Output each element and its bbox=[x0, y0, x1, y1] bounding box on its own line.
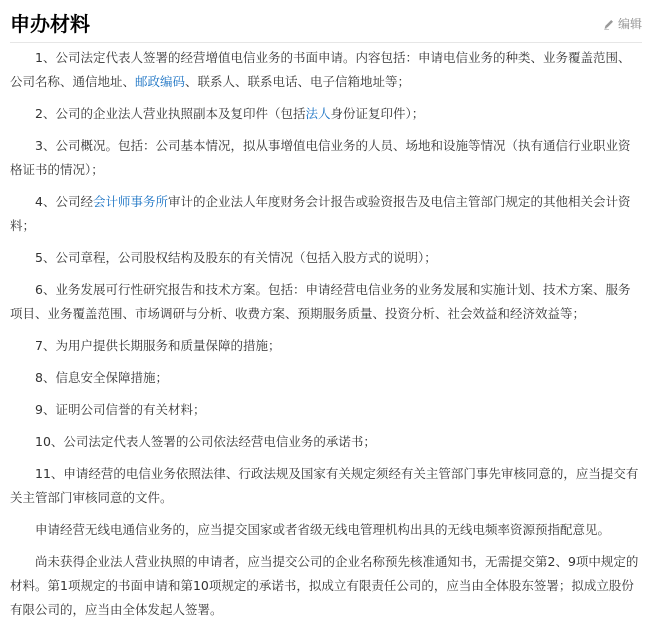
item-text: 11、申请经营的电信业务依照法律、行政法规及国家有关规定须经有关主管部门事先审核同意的，应当提交有关主管部门审核同意的文件。 bbox=[10, 466, 639, 505]
section-header bbox=[10, 10, 642, 43]
item-text: 审计的企业法人年度财务会计报告或验资报告及电信主管部门规定的其他相关会计资料； bbox=[10, 194, 631, 233]
item-text: 3、公司概况。包括：公司基本情况，拟从事增值电信业务的人员、场地和设施等情况（执有通信行业职业资格证书的情况）； bbox=[10, 138, 631, 177]
material-item bbox=[10, 102, 642, 126]
material-item bbox=[10, 46, 642, 94]
material-item bbox=[10, 334, 642, 358]
item-text: 10、公司法定代表人签署的公司依法经营电信业务的承诺书； bbox=[35, 434, 376, 449]
material-item bbox=[10, 246, 642, 270]
section-title: 申办材料 bbox=[10, 12, 90, 36]
item-text: 4、公司经 bbox=[35, 194, 93, 209]
materials-list bbox=[10, 46, 642, 630]
material-item bbox=[10, 430, 642, 454]
material-item bbox=[10, 278, 642, 326]
pencil-icon bbox=[603, 18, 615, 30]
material-item bbox=[10, 398, 642, 422]
material-item bbox=[10, 462, 642, 510]
material-item bbox=[10, 134, 642, 182]
item-text: 7、为用户提供长期服务和质量保障的措施； bbox=[35, 338, 281, 353]
item-text: 2、公司的企业法人营业执照副本及复印件（包括 bbox=[35, 106, 306, 121]
material-item bbox=[10, 550, 642, 622]
term-link[interactable]: 会计师事务所 bbox=[92, 194, 168, 209]
item-text: 申请经营无线电通信业务的，应当提交国家或者省级无线电管理机构出具的无线电频率资源预指配意见。 bbox=[35, 522, 611, 537]
term-link[interactable]: 法人 bbox=[305, 106, 331, 121]
edit-label: 编辑 bbox=[617, 17, 642, 31]
material-item bbox=[10, 366, 642, 390]
material-item bbox=[10, 518, 642, 542]
item-text: 身份证复印件）； bbox=[330, 106, 425, 121]
item-text: 1、公司法定代表人签署的经营增值电信业务的书面申请。内容包括：申请电信业务的种类、业务覆盖范围、公司名称、通信地址、 bbox=[10, 50, 631, 89]
item-text: 9、证明公司信誉的有关材料； bbox=[35, 402, 206, 417]
item-text: 8、信息安全保障措施； bbox=[35, 370, 168, 385]
item-text: 6、业务发展可行性研究报告和技术方案。包括：申请经营电信业务的业务发展和实施计划、技术方案、服务项目、业务覆盖范围、市场调研与分析、收费方案、预期服务质量、投资分析、社会效益和经济效益等； bbox=[10, 282, 631, 321]
term-link[interactable]: 邮政编码 bbox=[135, 74, 186, 89]
item-text: 5、公司章程，公司股权结构及股东的有关情况（包括入股方式的说明）； bbox=[35, 250, 437, 265]
item-text: 、联系人、联系电话、电子信箱地址等； bbox=[185, 74, 411, 89]
item-text: 尚未获得企业法人营业执照的申请者，应当提交公司的企业名称预先核准通知书，无需提交第2、9项中规定的材料。第1项规定的书面申请和第10项规定的承诺书，拟成立有限责任公司的，应当由全体股东签署；拟成立股份有限公司的，应当由全体发起人签署。 bbox=[10, 554, 639, 617]
material-item bbox=[10, 190, 642, 238]
edit-button[interactable] bbox=[603, 16, 642, 32]
